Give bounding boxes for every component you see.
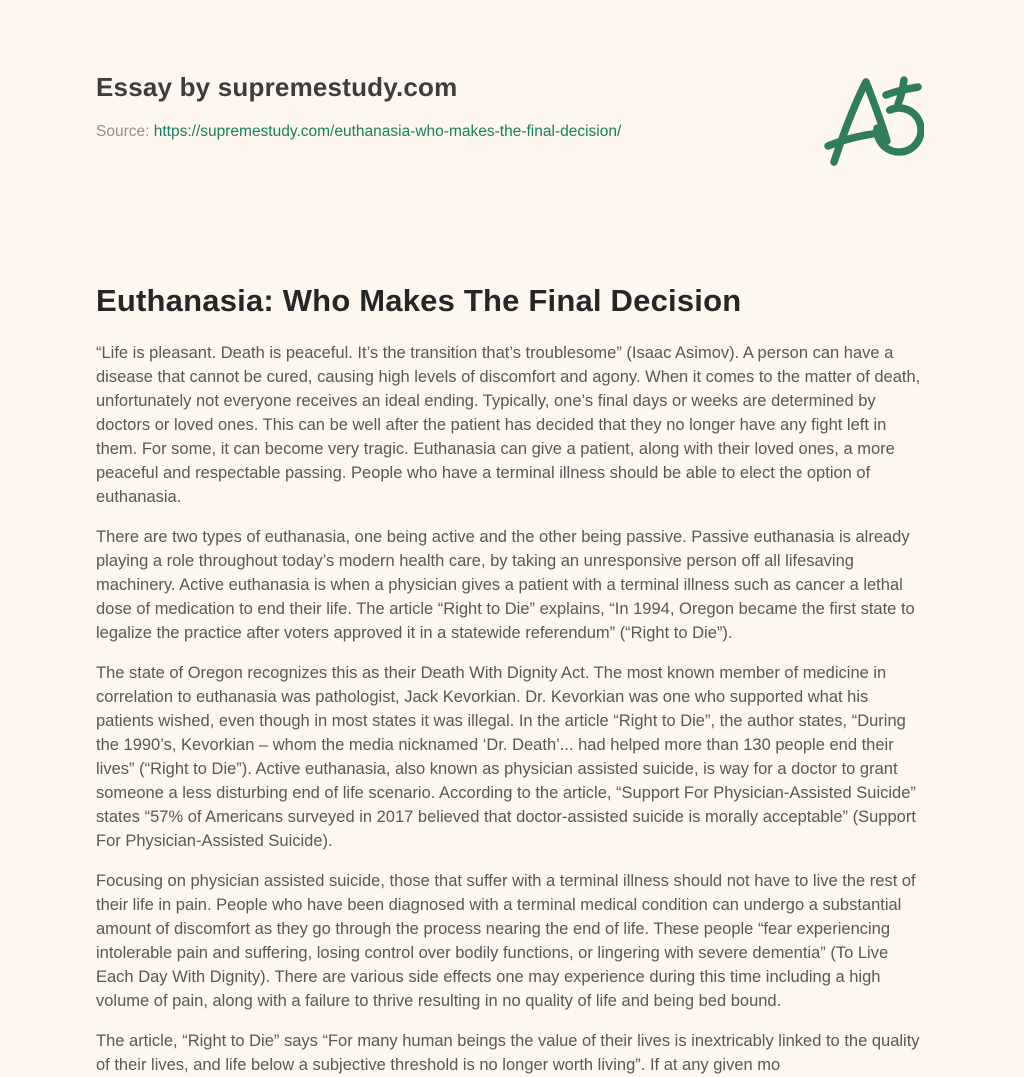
essay-paragraph-4: Focusing on physician assisted suicide, those that suffer with a terminal illness should not have to live the rest of their life in pain. People who have been diagnosed with a terminal medical condition can undergo a substantial amount of discomfort as they go through the process nearing the end of life. These people “fear experiencing intolerable pain and suffering, losing control over bodily functions, or lingering with severe dementia” (To Live Each Day With Dignity). There are various side effects one may experience during this time including a high volume of pain, along with a failure to thrive resulting in no quality of life and being bed bound.: [96, 872, 916, 1010]
source-label: Source:: [96, 123, 150, 140]
essay-paragraph-2: There are two types of euthanasia, one being active and the other being passive. Passive euthanasia is already playing a role throughout today’s modern health care, by taking an unresponsive person off all lifesaving machinery. Active euthanasia is when a physician gives a patient with a terminal illness such as cancer a lethal dose of medication to end their life. The article “Right to Die” explains, “In 1994, Oregon became the first state to legalize the practice after voters approved it in a statewide referendum” (“Right to Die”).: [96, 528, 915, 642]
supremestudy-a-plus-logo-icon: [822, 72, 924, 168]
article-title: Euthanasia: Who Makes The Final Decision: [96, 283, 742, 318]
essay-by-heading: Essay by supremestudy.com: [96, 72, 458, 102]
essay-paragraph-1: “Life is pleasant. Death is peaceful. It’s the transition that’s troublesome” (Isaac Asimov). A person can have a disease that cannot be cured, causing high levels of discomfort and agony. When it comes to the matter of death, unfortunately not everyone receives an ideal ending. Typically, one’s final days or weeks are determined by doctors or loved ones. This can be well after the patient has decided that they no longer have any fight left in them. For some, it can become very tragic. Euthanasia can give a patient, along with their loved ones, a more peaceful and respectable passing. People who have a terminal illness should be able to elect the option of euthanasia.: [96, 344, 921, 506]
header: [96, 72, 928, 168]
essay-body: [96, 341, 928, 1077]
essay-paragraph-3: The state of Oregon recognizes this as their Death With Dignity Act. The most known member of medicine in correlation to euthanasia was pathologist, Jack Kevorkian. Dr. Kevorkian was one who supported what his patients wished, even though in most states it was illegal. In the article “Right to Die”, the author states, “During the 1990’s, Kevorkian – whom the media nicknamed ‘Dr. Death’... had helped more than 130 people end their lives” (“Right to Die”). Active euthanasia, also known as physician assisted suicide, is way for a doctor to grant someone a less disturbing end of life scenario. According to the article, “Support For Physician-Assisted Suicide” states “57% of Americans surveyed in 2017 believed that doctor-assisted suicide is morally acceptable” (Support For Physician-Assisted Suicide).: [96, 664, 916, 850]
source-line: [96, 122, 621, 141]
header-text-block: [96, 72, 621, 141]
source-link[interactable]: https://supremestudy.com/euthanasia-who-makes-the-final-decision/: [153, 123, 622, 140]
essay-paragraph-5: The article, “Right to Die” says “For many human beings the value of their lives is inextricably linked to the quality of their lives, and life below a subjective threshold is no longer worth living”. If at any given mo: [96, 1032, 920, 1074]
